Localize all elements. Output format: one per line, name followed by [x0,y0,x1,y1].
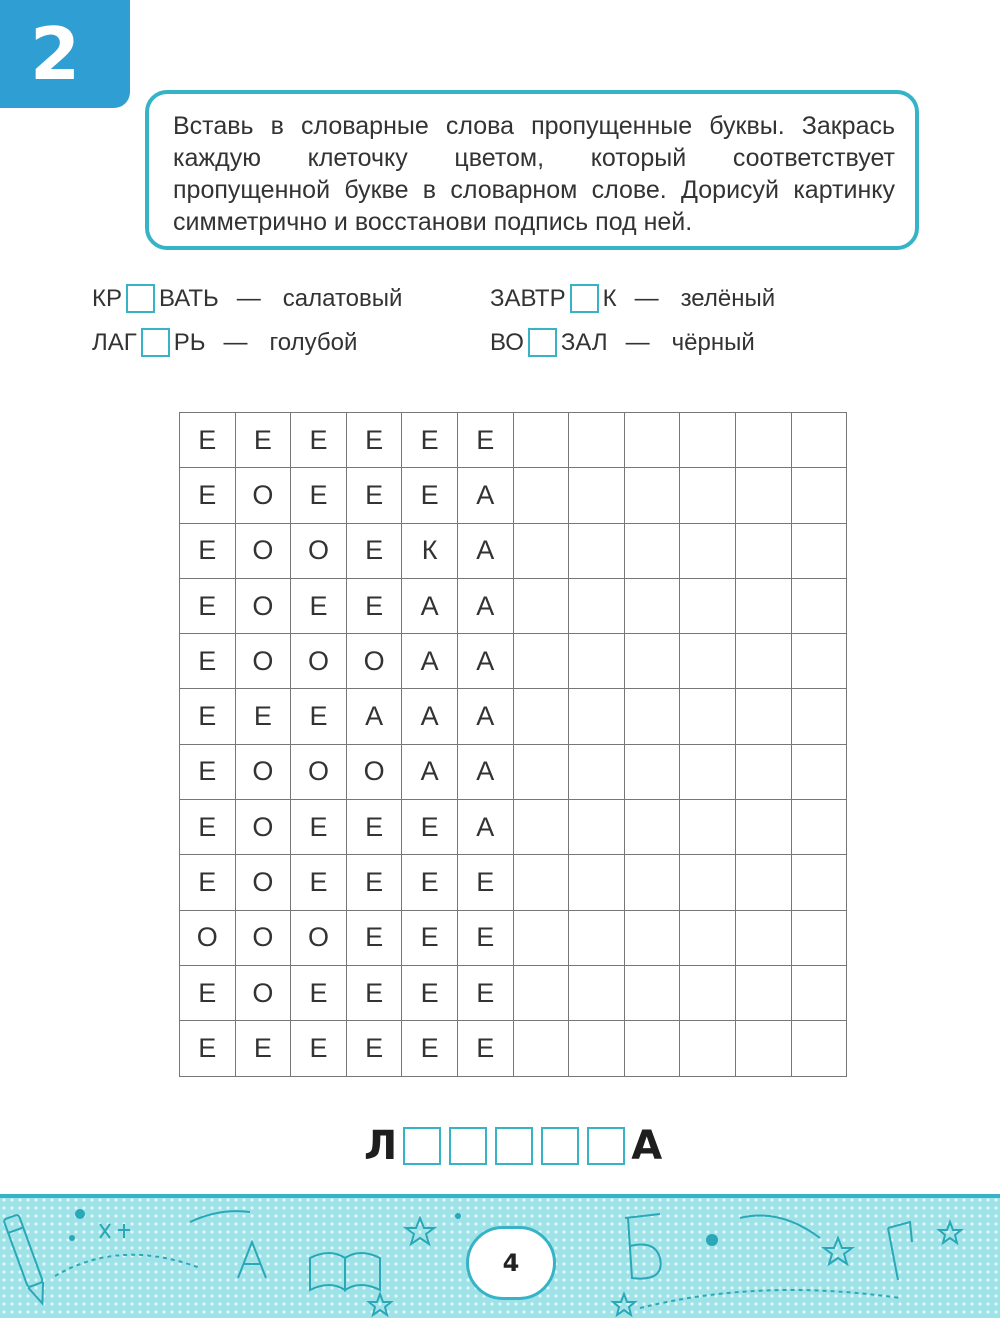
grid-cell[interactable]: Е [291,413,347,468]
grid-cell[interactable]: Е [346,910,402,965]
grid-cell[interactable]: Е [235,689,291,744]
grid-cell[interactable] [624,689,680,744]
color-name: чёрный [671,328,755,356]
grid-cell[interactable] [624,744,680,799]
letter-gap-box[interactable] [141,328,170,357]
grid-cell[interactable] [680,689,736,744]
grid-cell[interactable] [513,468,569,523]
grid-cell[interactable]: А [457,744,513,799]
answer-letter-box[interactable] [449,1127,487,1165]
word-start: ЛАГ [92,328,137,356]
grid-cell[interactable] [624,634,680,689]
grid-cell[interactable] [680,800,736,855]
grid-cell[interactable] [624,1021,680,1076]
grid-cell[interactable]: О [346,744,402,799]
grid-cell[interactable]: Е [346,468,402,523]
grid-cell[interactable]: О [291,744,347,799]
grid-row [180,634,847,689]
grid-cell[interactable] [680,1021,736,1076]
grid-cell[interactable] [735,413,791,468]
grid-cell[interactable]: А [457,800,513,855]
grid-cell[interactable] [624,910,680,965]
word-start: ВО [490,328,524,356]
grid-cell[interactable]: О [291,634,347,689]
grid-cell[interactable] [513,523,569,578]
grid-cell[interactable]: Е [291,468,347,523]
color-name: зелёный [680,284,776,312]
grid-cell[interactable]: О [235,468,291,523]
grid-cell[interactable] [624,413,680,468]
grid-cell[interactable] [569,965,625,1020]
grid-cell[interactable]: Е [457,965,513,1020]
grid-cell[interactable]: Е [291,800,347,855]
grid-cell[interactable]: Е [402,800,458,855]
grid-cell[interactable] [569,744,625,799]
grid-cell[interactable]: О [235,965,291,1020]
grid-cell[interactable] [513,910,569,965]
grid-cell[interactable] [569,910,625,965]
grid-cell[interactable]: Е [346,1021,402,1076]
grid-cell[interactable] [513,1021,569,1076]
grid-cell[interactable] [569,855,625,910]
grid-cell[interactable]: Е [402,1021,458,1076]
grid-cell[interactable] [735,523,791,578]
grid-cell[interactable]: Е [402,468,458,523]
word-start: ЗАВТР [490,284,566,312]
word-end: РЬ [173,328,206,356]
grid-cell[interactable] [791,965,847,1020]
grid-cell[interactable]: Е [180,634,236,689]
grid-cell[interactable]: А [402,744,458,799]
grid-cell[interactable]: А [457,689,513,744]
grid-cell[interactable] [680,744,736,799]
grid-cell[interactable] [513,965,569,1020]
word-row-4 [490,328,755,357]
answer-letter-box[interactable] [403,1127,441,1165]
grid-cell[interactable] [735,689,791,744]
grid-cell[interactable]: Е [180,965,236,1020]
grid-cell[interactable]: Е [291,965,347,1020]
grid-cell[interactable] [569,523,625,578]
grid-cell[interactable] [569,689,625,744]
word-end: ЗАЛ [560,328,608,356]
letter-gap-box[interactable] [126,284,155,313]
grid-cell[interactable]: О [346,634,402,689]
grid-cell[interactable]: Е [457,413,513,468]
grid-row [180,468,847,523]
grid-cell[interactable]: Е [346,800,402,855]
grid-cell[interactable]: Е [402,855,458,910]
grid-cell[interactable] [513,855,569,910]
grid-cell[interactable]: Е [457,855,513,910]
grid-cell[interactable]: Е [180,800,236,855]
grid-cell[interactable]: О [235,523,291,578]
grid-row [180,910,847,965]
grid-cell[interactable] [569,578,625,633]
answer-letter-box[interactable] [541,1127,579,1165]
grid-cell[interactable] [680,523,736,578]
grid-cell[interactable]: А [346,689,402,744]
grid-cell[interactable] [680,910,736,965]
grid-row [180,1021,847,1076]
grid-cell[interactable] [624,800,680,855]
grid-cell[interactable]: Е [180,855,236,910]
grid-cell[interactable] [680,578,736,633]
task-number-badge: 2 [0,0,130,108]
dash: — [223,328,248,356]
grid-cell[interactable] [735,634,791,689]
dash: — [236,284,261,312]
grid-cell[interactable] [735,965,791,1020]
letter-gap-box[interactable] [570,284,599,313]
letter-b-icon [625,1214,661,1279]
grid-cell[interactable] [680,634,736,689]
grid-cell[interactable]: А [402,578,458,633]
instruction-box [145,90,919,250]
instruction-text: Вставь в словарные слова пропущенные буквы. Закрась каждую клеточку цветом, который соответствует пропущенной букве в словарном слове. Дорисуй картинку симметрично и восстанови подпись под ней. [173,112,895,236]
star-icon [613,1294,635,1315]
grid-row [180,689,847,744]
grid-cell[interactable]: Е [346,413,402,468]
grid-cell[interactable] [735,855,791,910]
grid-cell[interactable] [680,468,736,523]
grid-cell[interactable]: Е [180,468,236,523]
grid-cell[interactable]: О [291,523,347,578]
grid-cell[interactable] [513,689,569,744]
grid-cell[interactable]: Е [346,578,402,633]
grid-cell[interactable] [569,800,625,855]
grid-cell[interactable]: О [291,910,347,965]
grid-cell[interactable] [791,578,847,633]
word-row-2 [490,284,775,313]
grid-cell[interactable]: Е [180,744,236,799]
letter-gap-box[interactable] [528,328,557,357]
grid-cell[interactable] [513,634,569,689]
answer-letter-box[interactable] [495,1127,533,1165]
star-icon [369,1294,391,1315]
grid-cell[interactable] [680,413,736,468]
grid-cell[interactable]: Е [402,965,458,1020]
word-start: КР [92,284,122,312]
grid-cell[interactable]: Е [180,578,236,633]
star-icon [406,1218,434,1244]
grid-cell[interactable]: О [180,910,236,965]
grid-cell[interactable]: О [235,634,291,689]
word-end: К [602,284,617,312]
answer-word [364,1123,662,1169]
answer-first-letter: Л [364,1123,398,1169]
grid-cell[interactable]: Е [402,413,458,468]
grid-cell[interactable] [680,965,736,1020]
grid-cell[interactable] [680,855,736,910]
grid-cell[interactable] [624,578,680,633]
grid-cell[interactable] [624,523,680,578]
grid-cell[interactable]: Е [291,578,347,633]
grid-cell[interactable]: О [235,800,291,855]
grid-cell[interactable]: А [457,578,513,633]
grid-cell[interactable] [735,578,791,633]
grid-cell[interactable]: Е [180,689,236,744]
grid-cell[interactable] [513,744,569,799]
grid-row [180,523,847,578]
grid-cell[interactable]: Е [180,523,236,578]
grid-cell[interactable]: К [402,523,458,578]
grid-cell[interactable]: Е [346,523,402,578]
dash: — [625,328,650,356]
grid-cell[interactable]: Е [291,1021,347,1076]
star-icon [824,1238,852,1264]
color-name: голубой [269,328,358,356]
letter-g-icon [888,1222,912,1280]
grid-cell[interactable]: Е [457,910,513,965]
grid-cell[interactable] [791,1021,847,1076]
word-row-1 [92,284,402,313]
grid-cell[interactable] [569,413,625,468]
grid-cell[interactable]: Е [291,855,347,910]
grid-cell[interactable] [735,800,791,855]
grid-cell[interactable] [735,744,791,799]
grid-cell[interactable]: А [402,634,458,689]
answer-last-letter: А [631,1123,663,1169]
grid-cell[interactable] [569,634,625,689]
grid-cell[interactable] [791,855,847,910]
grid-cell[interactable] [513,578,569,633]
grid-cell[interactable]: Е [235,413,291,468]
star-icon [939,1222,961,1243]
grid-cell[interactable]: Е [457,1021,513,1076]
grid-cell[interactable] [513,413,569,468]
grid-cell[interactable]: О [235,855,291,910]
page-number: 4 [466,1226,556,1300]
grid-cell[interactable] [735,1021,791,1076]
grid-row [180,578,847,633]
grid-cell[interactable] [624,965,680,1020]
grid-cell[interactable]: Е [346,965,402,1020]
grid-cell[interactable]: Е [180,1021,236,1076]
grid-cell[interactable]: Е [235,1021,291,1076]
grid-cell[interactable] [735,468,791,523]
grid-cell[interactable] [624,855,680,910]
book-icon [310,1253,380,1290]
grid-cell[interactable] [513,800,569,855]
grid-row [180,413,847,468]
grid-cell[interactable] [791,800,847,855]
grid-row [180,744,847,799]
grid-cell[interactable]: А [457,523,513,578]
pencil-icon [3,1214,50,1306]
grid-cell[interactable] [791,744,847,799]
grid-cell[interactable] [624,468,680,523]
grid-cell[interactable] [791,689,847,744]
grid-cell[interactable] [735,910,791,965]
grid-cell[interactable] [569,1021,625,1076]
grid-cell[interactable] [791,413,847,468]
grid-cell[interactable]: А [457,468,513,523]
grid-row [180,965,847,1020]
word-row-3 [92,328,357,357]
grid-row [180,800,847,855]
answer-letter-box[interactable] [587,1127,625,1165]
grid-cell[interactable] [791,468,847,523]
grid-cell[interactable]: О [235,744,291,799]
word-end: ВАТЬ [159,284,219,312]
grid-cell[interactable]: Е [402,910,458,965]
grid-row [180,855,847,910]
grid-cell[interactable]: О [235,578,291,633]
coloring-grid [179,412,847,1077]
grid-cell[interactable]: А [402,689,458,744]
grid-cell[interactable] [791,634,847,689]
grid-cell[interactable]: О [235,910,291,965]
grid-cell[interactable]: Е [180,413,236,468]
grid-cell[interactable] [791,910,847,965]
letter-a-icon [238,1242,266,1278]
grid-cell[interactable] [569,468,625,523]
grid-cell[interactable]: А [457,634,513,689]
grid-cell[interactable]: Е [346,855,402,910]
dash: — [634,284,659,312]
grid-cell[interactable]: Е [291,689,347,744]
color-name: салатовый [282,284,403,312]
grid-cell[interactable] [791,523,847,578]
